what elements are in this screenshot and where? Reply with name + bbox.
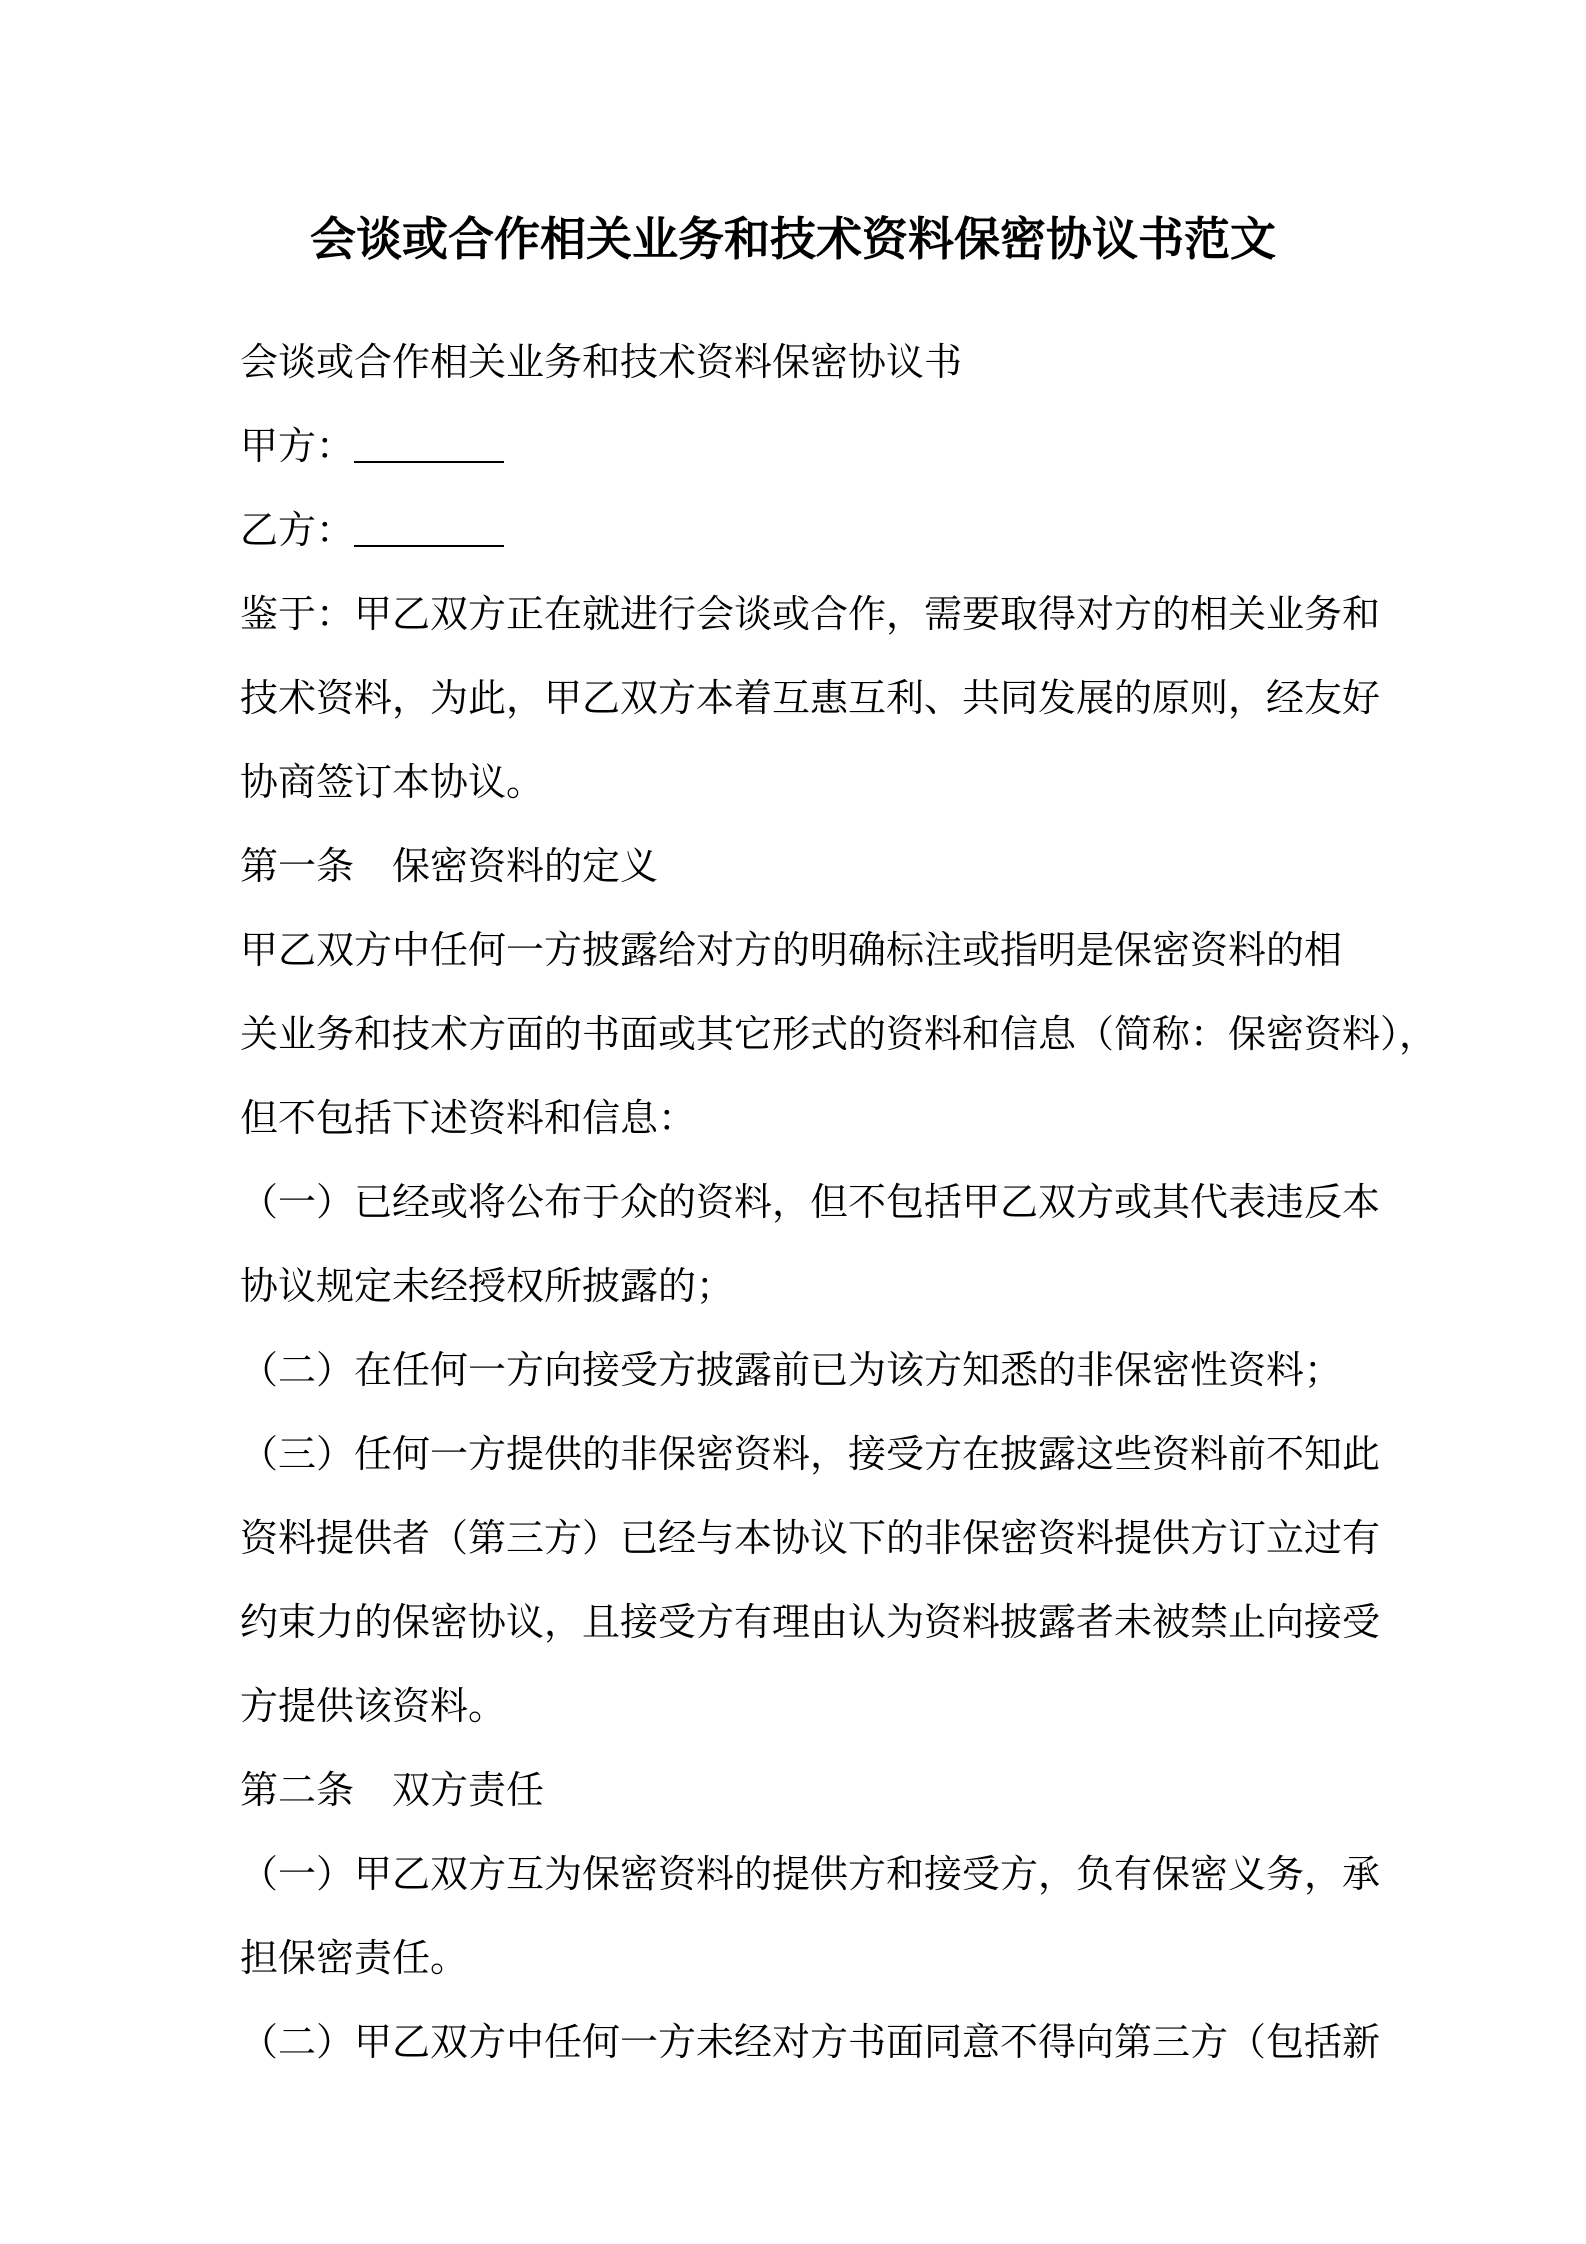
text-line: 技术资料，为此，甲乙双方本着互惠互利、共同发展的原则，经友好	[240, 676, 1381, 720]
text-line: （二）在任何一方向接受方披露前已为该方知悉的非保密性资料；	[240, 1348, 1343, 1392]
document-subtitle: 会谈或合作相关业务和技术资料保密协议书	[240, 340, 963, 384]
text-line: 关业务和技术方面的书面或其它形式的资料和信息（简称：保密资料），	[240, 1012, 1438, 1056]
article-heading: 第二条 双方责任	[240, 1768, 545, 1812]
party-a-blank	[354, 460, 504, 463]
party-a-label: 甲方：	[240, 424, 355, 468]
text-line: 协议规定未经授权所披露的；	[240, 1264, 735, 1308]
text-line: （一）已经或将公布于众的资料，但不包括甲乙双方或其代表违反本	[240, 1180, 1381, 1224]
text-line: 但不包括下述资料和信息：	[240, 1096, 697, 1140]
article-heading: 第一条 保密资料的定义	[240, 844, 659, 888]
text-line: 鉴于：甲乙双方正在就进行会谈或合作，需要取得对方的相关业务和	[240, 592, 1381, 636]
party-b-line	[240, 488, 1360, 572]
text-line: 资料提供者（第三方）已经与本协议下的非保密资料提供方订立过有	[240, 1516, 1381, 1560]
party-b-label: 乙方：	[240, 508, 355, 552]
text-line: 甲乙双方中任何一方披露给对方的明确标注或指明是保密资料的相	[240, 928, 1343, 972]
party-a-line	[240, 404, 1360, 488]
document-title: 会谈或合作相关业务和技术资料保密协议书范文	[310, 212, 1276, 266]
text-line: 协商签订本协议。	[240, 760, 545, 804]
text-line: 担保密责任。	[240, 1936, 469, 1980]
document-body	[240, 320, 1438, 2084]
text-line: （一）甲乙双方互为保密资料的提供方和接受方，负有保密义务，承	[240, 1852, 1381, 1896]
text-line: 方提供该资料。	[240, 1684, 507, 1728]
text-line: （三）任何一方提供的非保密资料，接受方在披露这些资料前不知此	[240, 1432, 1381, 1476]
party-b-blank	[354, 544, 504, 547]
text-line: （二）甲乙双方中任何一方未经对方书面同意不得向第三方（包括新	[240, 2020, 1381, 2064]
text-line: 约束力的保密协议，且接受方有理由认为资料披露者未被禁止向接受	[240, 1600, 1381, 1644]
